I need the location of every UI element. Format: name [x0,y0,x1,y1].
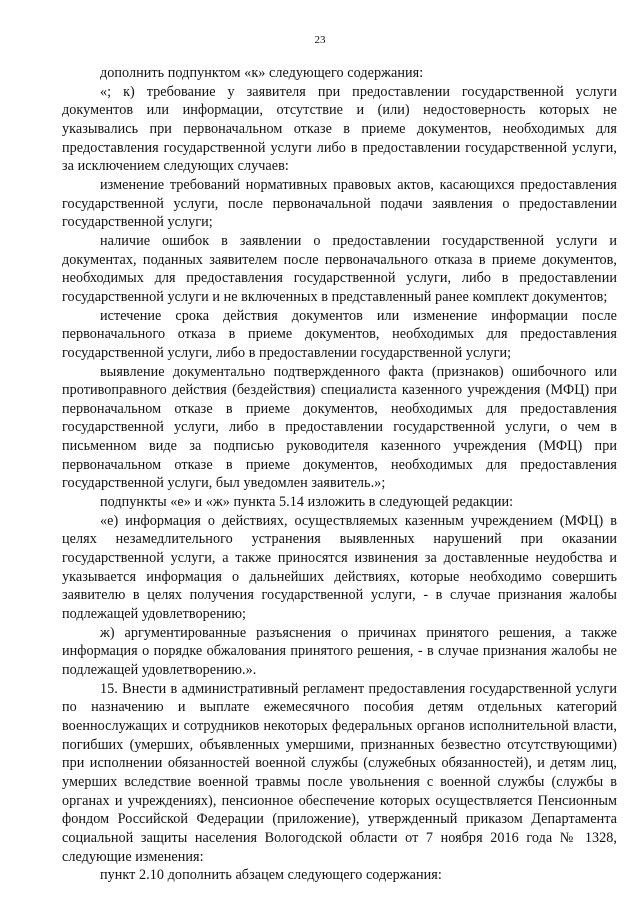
paragraph-item-15: 15. Внести в административный регламент предоставления государственной услуги по назначению и выплате ежемесячного пособия детям отдельных категорий военнослужащих и сотрудников некоторых федеральных органов исполнительной власти, погибших (умерших, объявленных умершими, признанных безвестно отсутствующими) при исполнении обязанностей военной службы (служебных обязанностей), и детям лиц, умерших вследствие военной травмы после увольнения с военной службы (службы в органах и учреждениях), пенсионное обеспечение которых осуществляется Пенсионным фондом Российской Федерации (приложение), утвержденный приказом Департамента социальной защиты населения Вологодской области от 7 ноября 2016 года № 1328, следующие изменения: [62,680,617,865]
paragraph-item-2-10: пункт 2.10 дополнить абзацем следующего содержания: [100,867,442,884]
page-number: 23 [314,34,326,46]
paragraph-subitem-e: «е) информация о действиях, осуществляемых казенным учреждением (МФЦ) в целях незамедлительного устранения выявленных нарушений при оказании государственной услуги, а также приносятся извинения за доставленные неудобства и указывается информация о дальнейших действиях, которые необходимо совершить заявителю в целях получения государственной услуги, - в случае признания жалобы подлежащей удовлетворению; [62,512,617,623]
paragraph-case-law-change: изменение требований нормативных правовых актов, касающихся предоставления государственной услуги, после первоначальной подачи заявления о предоставлении государственной услуги; [62,176,617,231]
paragraph-subitem-zh: ж) аргументированные разъяснения о причинах принятого решения, а также информация о порядке обжалования принятого решения, - в случае признания жалобы не подлежащей удовлетворению.». [62,624,617,678]
paragraph-subitem-k: «; к) требование у заявителя при предоставлении государственной услуги документов или информации, отсутствие и (или) недостоверность которых не указывались при первоначальном отказе в приеме документов, необходимых для предоставления государственной услуги либо в предоставлении государственной услуги, за исключением следующих случаев: [62,83,617,175]
paragraph-subitems-e-zh: подпункты «е» и «ж» пункта 5.14 изложить в следующей редакции: [100,494,514,511]
paragraph-amend-intro: дополнить подпунктом «к» следующего содержания: [100,65,424,81]
paragraph-case-misconduct: выявление документально подтвержденного факта (признаков) ошибочного или противоправного действия (бездействия) специалиста казенного учреждения (МФЦ) при первоначальном отказе в приеме документов, необходимых для предоставления государственной услуги, либо в предоставлении государственной услуги, о чем в письменном виде за подписью руководителя казенного учреждения (МФЦ) при первоначальном отказе в приеме документов, необходимых для предоставления государственной услуги, был уведомлен заявитель.»; [62,363,617,492]
paragraph-case-errors: наличие ошибок в заявлении о предоставлении государственной услуги и документах, поданных заявителем после первоначального отказа в приеме документов, необходимых для предоставления государственной услуги, либо в предоставлении государственной услуги и не включенных в представленный ранее комплект документов; [62,232,617,305]
document-body [62,64,617,885]
paragraph-case-expiry: истечение срока действия документов или изменение информации после первоначального отказа в приеме документов, необходимых для предоставления государственной услуги, либо в предоставлении государственной услуги; [62,307,617,361]
